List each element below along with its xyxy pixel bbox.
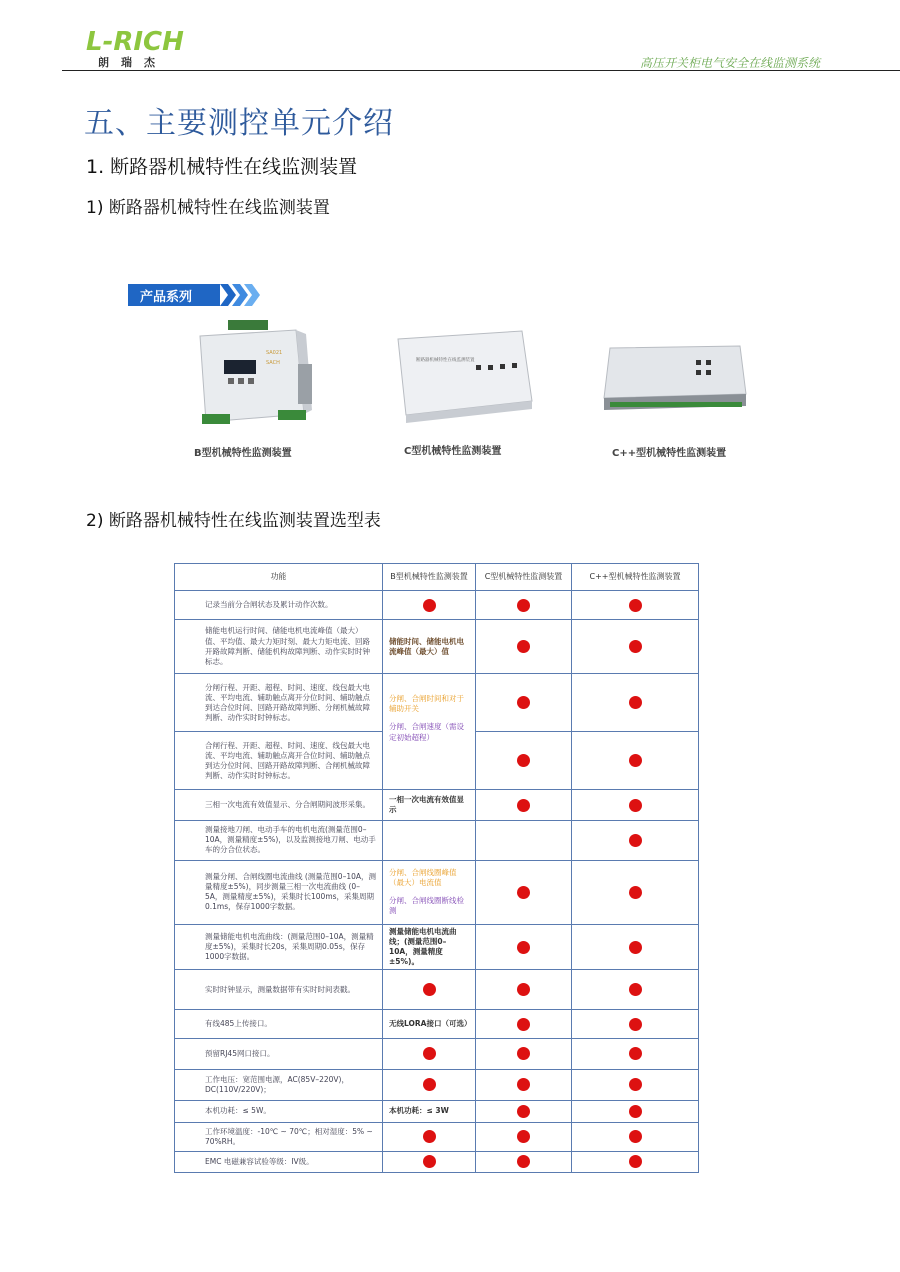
table-row [175, 790, 699, 820]
function-cell: 实时时钟显示，测量数据带有实时时间表戳。 [175, 970, 383, 1010]
item-heading-2: 2) 断路器机械特性在线监测装置选型表 [86, 511, 381, 531]
product-image-b [188, 318, 318, 438]
product-series-label: 产品系列 [140, 290, 193, 305]
table-row [175, 820, 699, 860]
svg-text:SACH: SACH [266, 360, 280, 366]
supported-dot-icon [517, 696, 530, 709]
b-type-note: 分闸、合闸线圈断线检测 [389, 896, 464, 916]
supported-dot-icon [517, 1078, 530, 1091]
table-row [175, 620, 699, 674]
function-cell: 测量储能电机电流曲线：(测量范围0–10A，测量精度±5%)，采集时长20s，采集周期0.05s，保存1000字数据。 [175, 924, 383, 970]
table-row [175, 1151, 699, 1172]
supported-dot-icon [517, 983, 530, 996]
supported-dot-icon [629, 886, 642, 899]
supported-dot-icon [517, 1047, 530, 1060]
supported-dot-icon [423, 1047, 436, 1060]
supported-dot-icon [629, 754, 642, 767]
table-row [175, 591, 699, 620]
table-row [175, 924, 699, 970]
b-type-note: 无线LORA接口（可选） [389, 1018, 472, 1028]
svg-text:断路器机械特性在线监测装置: 断路器机械特性在线监测装置 [416, 358, 475, 363]
header-title: 高压开关柜电气安全在线监测系统 [639, 56, 820, 70]
table-row [175, 674, 699, 732]
column-header: B型机械特性监测装置 [383, 564, 476, 591]
selection-table [174, 563, 699, 1173]
supported-dot-icon [423, 983, 436, 996]
function-cell: 三相一次电流有效值显示、分合闸期间波形采集。 [175, 790, 383, 820]
b-type-note: 一相一次电流有效值显示 [389, 794, 464, 814]
function-cell: 工作环境温度：-10℃ ~ 70℃；相对湿度：5% ~ 70%RH。 [175, 1122, 383, 1151]
header-divider [62, 70, 900, 71]
function-cell: 合闸行程、开距、超程、时间、速度、线包最大电流、平均电流、辅助触点离开合位时间、辅助触点到达分位时间、回路开路故障判断、合闸机械故障判断、动作实时时钟标志。 [175, 732, 383, 790]
product-image-c [392, 325, 537, 425]
table-row [175, 1010, 699, 1038]
logo-chinese-name: 朗瑞杰 [98, 56, 167, 69]
supported-dot-icon [629, 834, 642, 847]
svg-text:SA021: SA021 [266, 350, 283, 356]
supported-dot-icon [423, 1078, 436, 1091]
function-cell: 储能电机运行时间、储能电机电流峰值（最大）值、平均值、最大力矩时刻、最大力矩电流、回路开路故障判断、储能机构故障判断、动作实时时钟标志。 [175, 620, 383, 674]
supported-dot-icon [629, 983, 642, 996]
product-caption-c: C型机械特性监测装置 [404, 446, 502, 457]
b-type-note: 分闸、合闸速度（需设定初始超程） [389, 722, 464, 742]
supported-dot-icon [517, 1155, 530, 1168]
table-row [175, 1038, 699, 1069]
b-type-note: 本机功耗：≤ 3W [389, 1106, 449, 1116]
logo-text: L-RICH [86, 27, 184, 57]
item-heading-1: 1) 断路器机械特性在线监测装置 [86, 198, 330, 218]
supported-dot-icon [629, 941, 642, 954]
supported-dot-icon [517, 754, 530, 767]
supported-dot-icon [629, 1047, 642, 1060]
supported-dot-icon [629, 1155, 642, 1168]
table-header-row [175, 564, 699, 591]
supported-dot-icon [517, 886, 530, 899]
supported-dot-icon [629, 799, 642, 812]
supported-dot-icon [629, 696, 642, 709]
supported-dot-icon [629, 599, 642, 612]
supported-dot-icon [629, 640, 642, 653]
supported-dot-icon [629, 1018, 642, 1031]
column-header: C++型机械特性监测装置 [572, 564, 699, 591]
supported-dot-icon [629, 1078, 642, 1091]
function-cell: 记录当前分合闸状态及累计动作次数。 [175, 591, 383, 620]
function-cell: 测量接地刀闸、电动手车的电机电流(测量范围0–10A，测量精度±5%)，以及监测接地刀闸、电动手车的分合位状态。 [175, 820, 383, 860]
supported-dot-icon [423, 1130, 436, 1143]
b-type-note: 分闸、合闸线圈峰值（最大）电流值 [389, 867, 457, 888]
b-type-note: 储能时间、储能电机电流峰值（最大）值 [389, 636, 464, 656]
supported-dot-icon [517, 1105, 530, 1118]
supported-dot-icon [629, 1130, 642, 1143]
function-cell: 本机功耗：≤ 5W。 [175, 1100, 383, 1122]
supported-dot-icon [517, 941, 530, 954]
section-heading: 五、主要测控单元介绍 [84, 106, 394, 141]
supported-dot-icon [423, 1155, 436, 1168]
function-cell: 分闸行程、开距、超程、时间、速度、线包最大电流、平均电流、辅助触点离开分位时间、辅助触点到达合位时间、回路开路故障判断、分闸机械故障判断、动作实时时钟标志。 [175, 674, 383, 732]
product-image-cpp [600, 340, 750, 420]
product-caption-cpp: C++型机械特性监测装置 [612, 448, 727, 459]
supported-dot-icon [517, 599, 530, 612]
b-type-note: 测量储能电机电流曲线；(测量范围0–10A，测量精度±5%)。 [389, 926, 457, 967]
supported-dot-icon [517, 640, 530, 653]
b-type-note: 分闸、合闸时间和对于辅助开关 [389, 694, 464, 714]
column-header: C型机械特性监测装置 [476, 564, 572, 591]
table-row [175, 1122, 699, 1151]
table-row [175, 860, 699, 924]
supported-dot-icon [517, 799, 530, 812]
subsection-heading: 1. 断路器机械特性在线监测装置 [86, 156, 358, 178]
function-cell: 工作电压：宽范围电源，AC(85V–220V)，DC(110V/220V)； [175, 1069, 383, 1100]
column-header: 功能 [175, 564, 383, 591]
function-cell: 测量分闸、合闸线圈电流曲线 (测量范围0–10A，测量精度±5%)，同步测量三相一次电流曲线 (0–5A，测量精度±5%)，采集时长100ms，采集周期0.1ms，保存1000字数据。 [175, 860, 383, 924]
supported-dot-icon [423, 599, 436, 612]
table-row [175, 1069, 699, 1100]
function-cell: EMC 电磁兼容试验等级：IV级。 [175, 1151, 383, 1172]
table-row [175, 970, 699, 1010]
table-row [175, 1100, 699, 1122]
supported-dot-icon [517, 1130, 530, 1143]
function-cell: 有线485上传接口。 [175, 1010, 383, 1038]
supported-dot-icon [629, 1105, 642, 1118]
supported-dot-icon [517, 1018, 530, 1031]
function-cell: 预留RJ45网口接口。 [175, 1038, 383, 1069]
chevron-right-icon [220, 284, 236, 306]
product-caption-b: B型机械特性监测装置 [194, 448, 292, 459]
